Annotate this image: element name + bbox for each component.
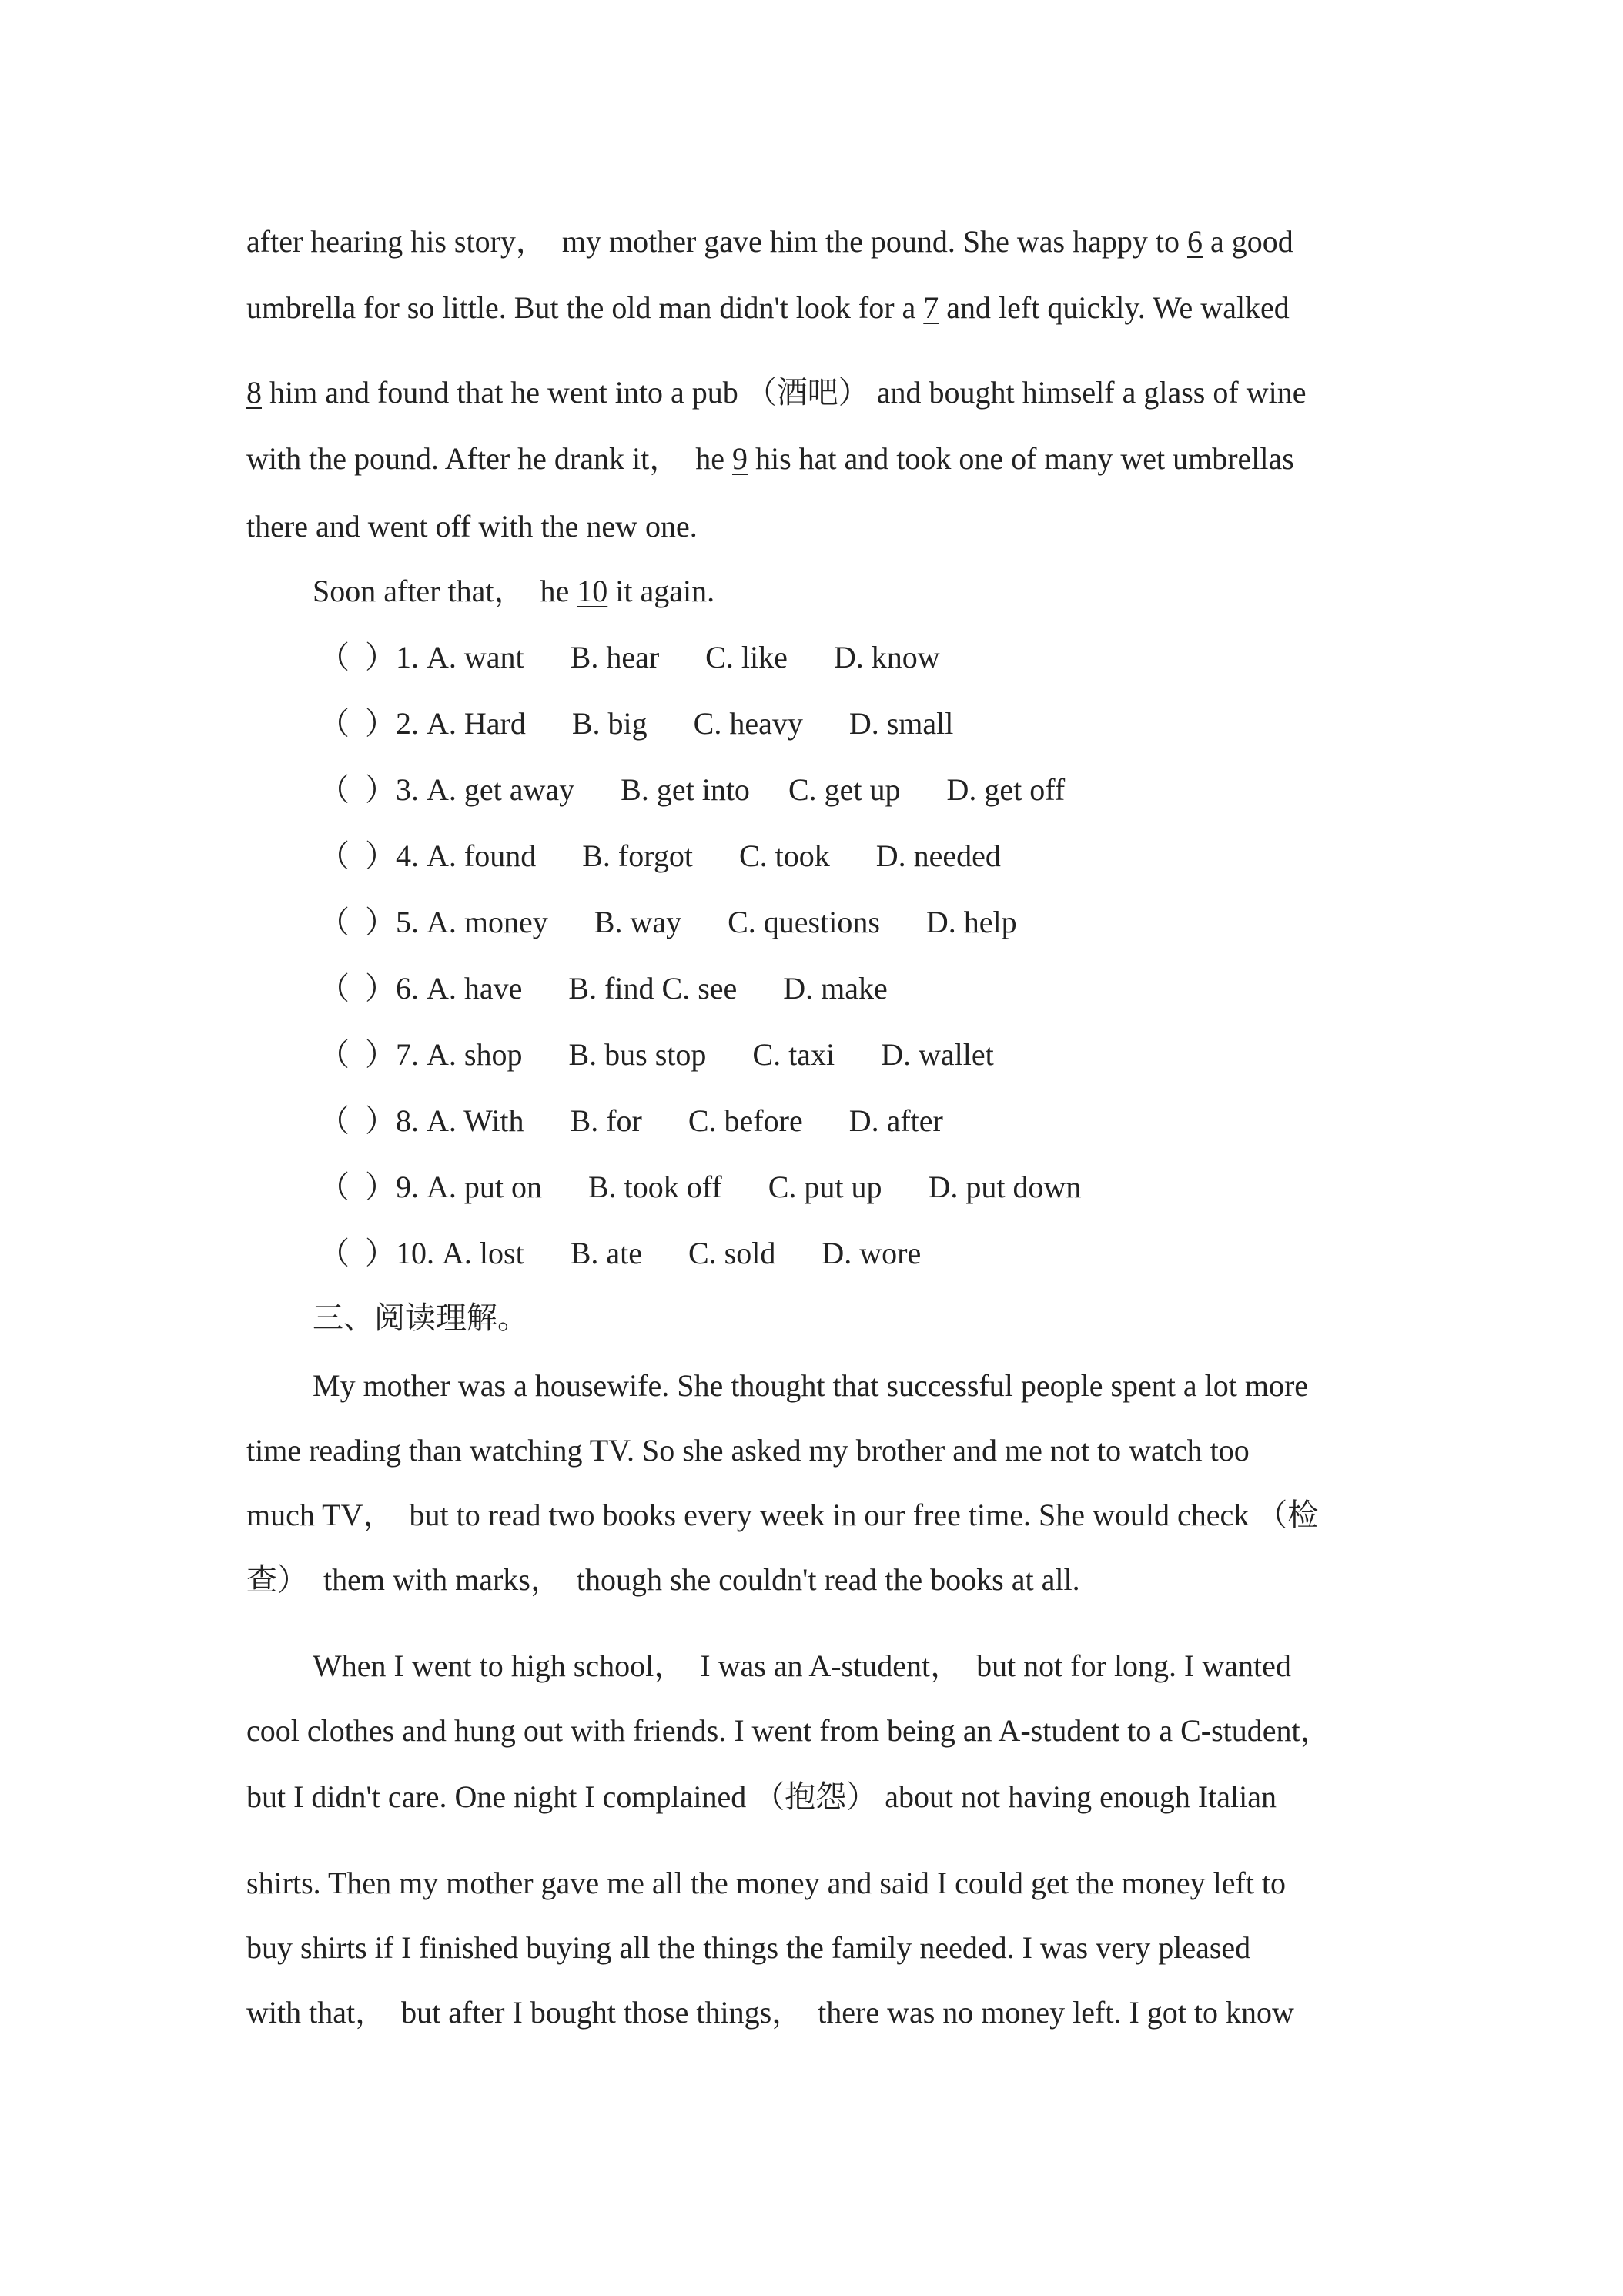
option-a: A. money (427, 905, 548, 939)
text-run: and left quickly. We walked (939, 290, 1290, 325)
option-d: D. needed (875, 838, 1001, 873)
reading-line: 查） them with marks， though she couldn't read the books at all. (246, 1562, 1080, 1597)
text-run: Soon after that， he (313, 574, 577, 608)
option-a: A. found (427, 838, 537, 873)
option-d: D. small (848, 706, 954, 741)
question-number: 4. (396, 838, 419, 873)
blank-number: 6 (1186, 224, 1203, 259)
reading-line: but I didn't care. One night I complained （抱怨） about not having enough Italian (246, 1779, 1277, 1814)
option-b: B. get into (621, 772, 750, 807)
option-a: A. want (427, 640, 524, 674)
option-c: C. took (738, 838, 830, 873)
text-run: him and found that he went into a pub （酒吧） and bought himself a glass of wine (262, 375, 1307, 410)
option-row-5 (319, 904, 1017, 941)
answer-paren: （ ） (319, 1037, 396, 1072)
answer-paren: （ ） (319, 971, 396, 1006)
option-b: B. hear (570, 640, 660, 674)
option-b: B. took off (588, 1170, 722, 1204)
answer-paren: （ ） (319, 772, 396, 807)
option-a: A. put on (427, 1170, 542, 1204)
text-run: after hearing his story， my mother gave him the pound. She was happy to (246, 224, 1187, 259)
answer-paren: （ ） (319, 640, 396, 674)
text-run: with the pound. After he drank it， he (246, 441, 732, 476)
reading-line: with that， but after I bought those things， there was no money left. I got to know (246, 1995, 1294, 2030)
option-d: D. put down (928, 1170, 1082, 1204)
option-row-6 (319, 970, 888, 1007)
option-d: D. wore (822, 1236, 922, 1270)
option-a: A. With (427, 1103, 524, 1138)
question-number: 6. (396, 971, 419, 1006)
question-number: 8. (396, 1103, 419, 1138)
option-c: C. put up (768, 1170, 882, 1204)
option-a: A. lost (442, 1236, 524, 1270)
option-row-4 (319, 838, 1001, 875)
reading-line: My mother was a housewife. She thought that successful people spent a lot more (313, 1368, 1309, 1403)
option-d: D. make (783, 971, 888, 1006)
reading-line: time reading than watching TV. So she asked my brother and me not to watch too (246, 1433, 1250, 1468)
option-d: D. get off (946, 772, 1066, 807)
text-run: his hat and took one of many wet umbrellas (747, 441, 1294, 476)
option-b: B. way (594, 905, 682, 939)
answer-paren: （ ） (319, 706, 396, 741)
reading-line: shirts. Then my mother gave me all the money and said I could get the money left to (246, 1866, 1287, 1900)
answer-paren: （ ） (319, 838, 396, 873)
section-heading: 三、阅读理解。 (313, 1300, 528, 1335)
option-d: D. wallet (881, 1037, 994, 1072)
option-row-8 (319, 1103, 943, 1140)
blank-number: 10 (577, 574, 608, 608)
option-b: B. big (571, 706, 648, 741)
blank-number: 9 (731, 441, 748, 476)
passage1-line-3 (246, 374, 1306, 411)
option-row-3 (319, 771, 1065, 808)
option-c: C. sold (688, 1236, 776, 1270)
passage1-line-5 (246, 508, 698, 545)
option-c: C. like (705, 640, 788, 674)
option-row-9 (319, 1169, 1081, 1206)
passage1-line-4 (246, 440, 1294, 477)
option-d: D. help (925, 905, 1017, 939)
question-number: 3. (396, 772, 419, 807)
text-run: it again. (607, 574, 715, 608)
reading-line: much TV， but to read two books every week in our free time. She would check （检 (246, 1498, 1319, 1532)
text-run: there and went off with the new one. (246, 509, 698, 544)
option-a: A. shop (427, 1037, 523, 1072)
question-number: 2. (396, 706, 419, 741)
reading-line: When I went to high school， I was an A-student， but not for long. I wanted (313, 1648, 1291, 1683)
option-b: B. find C. see (568, 971, 738, 1006)
blank-number: 7 (923, 290, 939, 325)
passage1-line-1 (246, 223, 1293, 260)
option-d: D. after (848, 1103, 943, 1138)
passage1-line-2 (246, 290, 1290, 326)
passage1-line-6 (313, 573, 714, 610)
text-run: umbrella for so little. But the old man didn't look for a (246, 290, 924, 325)
option-c: C. heavy (693, 706, 803, 741)
option-row-7 (319, 1036, 994, 1073)
option-b: B. bus stop (568, 1037, 707, 1072)
option-b: B. for (570, 1103, 642, 1138)
option-b: B. ate (570, 1236, 642, 1270)
option-c: C. before (688, 1103, 803, 1138)
option-a: A. have (427, 971, 523, 1006)
question-number: 9. (396, 1170, 419, 1204)
reading-line: buy shirts if I finished buying all the things the family needed. I was very pleased (246, 1930, 1251, 1965)
option-a: A. Hard (427, 706, 526, 741)
answer-paren: （ ） (319, 1103, 396, 1138)
question-number: 10. (396, 1236, 434, 1270)
option-b: B. forgot (582, 838, 693, 873)
blank-number: 8 (246, 375, 262, 410)
option-row-1 (319, 639, 940, 676)
option-row-10 (319, 1235, 921, 1272)
option-c: C. get up (788, 772, 901, 807)
question-number: 1. (396, 640, 419, 674)
option-row-2 (319, 705, 953, 742)
reading-line: cool clothes and hung out with friends. I went from being an A-student to a C-student， (246, 1713, 1331, 1748)
text-run: a good (1202, 224, 1293, 259)
option-c: C. taxi (752, 1037, 835, 1072)
question-number: 5. (396, 905, 419, 939)
answer-paren: （ ） (319, 905, 396, 939)
answer-paren: （ ） (319, 1170, 396, 1204)
option-d: D. know (833, 640, 940, 674)
option-c: C. questions (728, 905, 880, 939)
option-a: A. get away (427, 772, 575, 807)
question-number: 7. (396, 1037, 419, 1072)
answer-paren: （ ） (319, 1236, 396, 1270)
